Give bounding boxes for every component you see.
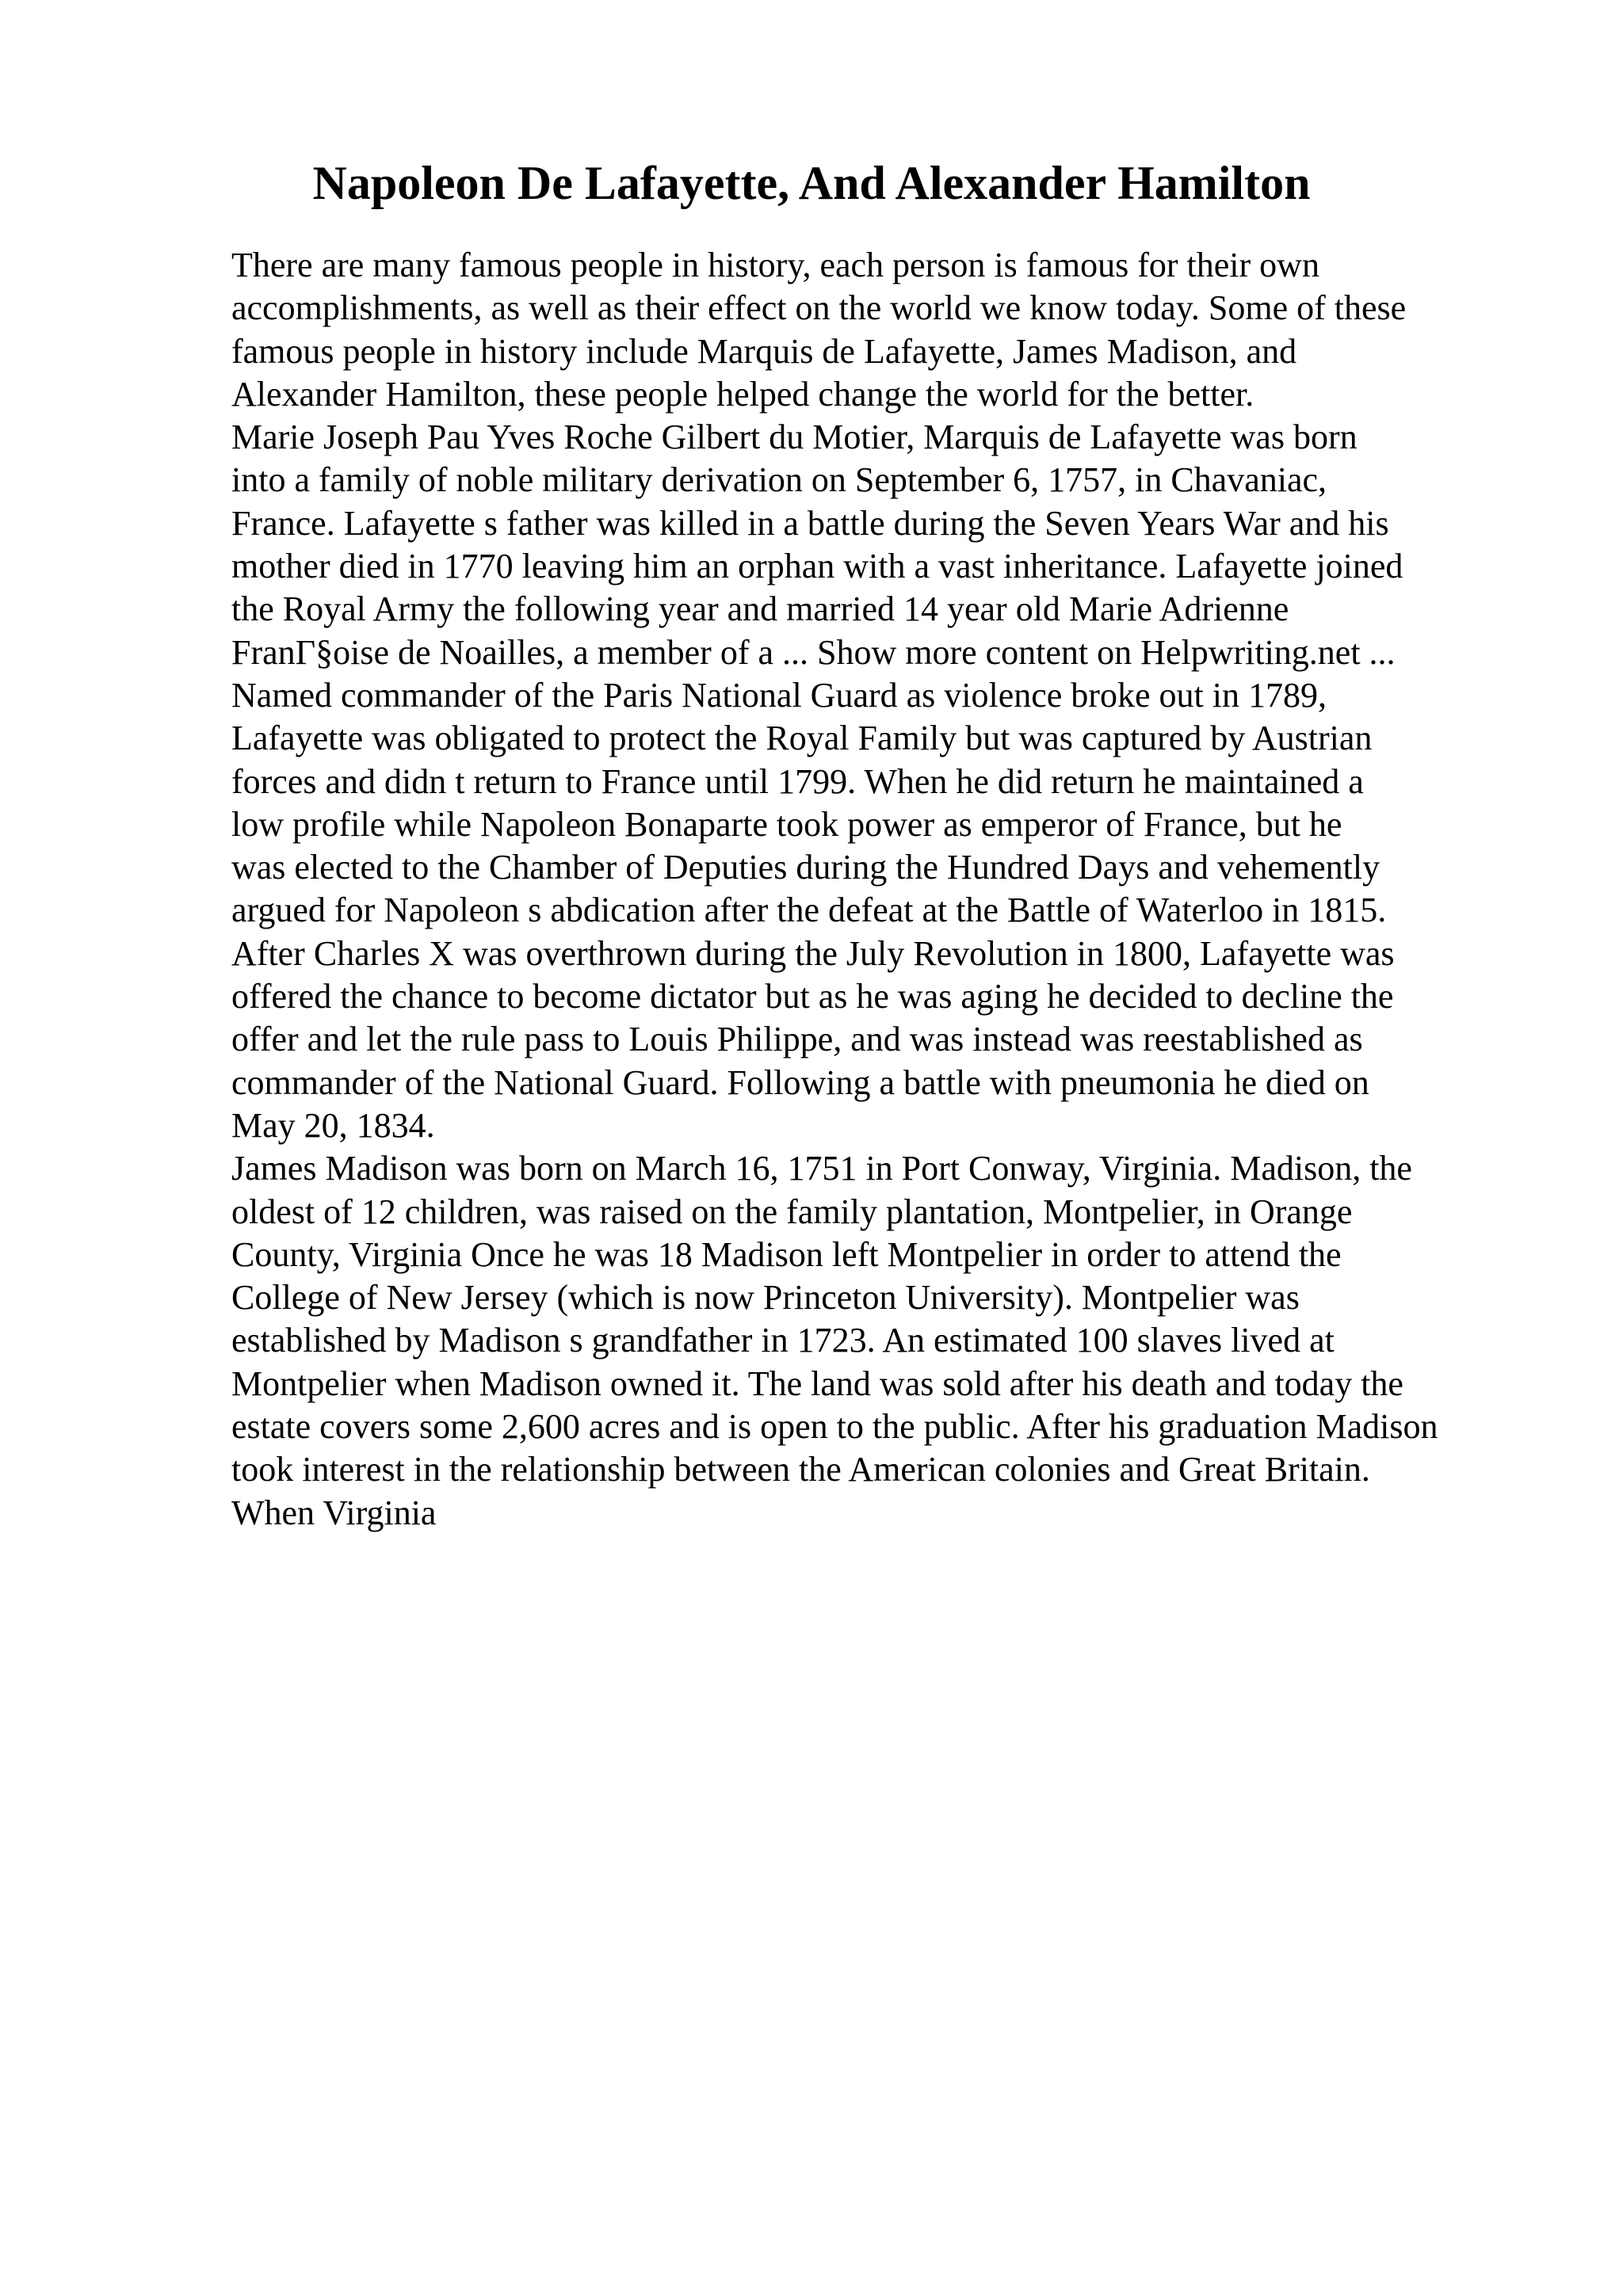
body-text-line: France. Lafayette s father was killed in a battle during the Seven Years War and his — [231, 503, 1389, 543]
body-text-line: Named commander of the Paris National Guard as violence broke out in 1789, — [231, 675, 1327, 715]
body-text-line: offered the chance to become dictator but as he was aging he decided to decline the — [231, 977, 1394, 1016]
body-text-line: FranΓ§oise de Noailles, a member of a ... Show more content on Helpwriting.net ... — [231, 632, 1396, 672]
body-text-line: estate covers some 2,600 acres and is open to the public. After his graduation Madison — [231, 1407, 1438, 1447]
body-text-line: established by Madison s grandfather in 1723. An estimated 100 slaves lived at — [231, 1321, 1335, 1360]
body-text-line: was elected to the Chamber of Deputies during the Hundred Days and vehemently — [231, 848, 1381, 887]
body-text-line: mother died in 1770 leaving him an orphan with a vast inheritance. Lafayette joined — [231, 547, 1403, 586]
body-text-line: After Charles X was overthrown during the July Revolution in 1800, Lafayette was — [231, 933, 1395, 973]
body-text-line: oldest of 12 children, was raised on the family plantation, Montpelier, in Orange — [231, 1192, 1353, 1231]
body-text-line: There are many famous people in history, each person is famous for their own — [231, 246, 1319, 284]
body-text-line: Lafayette was obligated to protect the Royal Family but was captured by Austrian — [231, 719, 1373, 758]
document-title: Napoleon De Lafayette, And Alexander Hamilton — [312, 157, 1311, 209]
body-text-line: commander of the National Guard. Following a battle with pneumonia he died on — [231, 1062, 1369, 1102]
body-text-line: famous people in history include Marquis de Lafayette, James Madison, and — [231, 331, 1297, 371]
body-text-line: College of New Jersey (which is now Princeton University). Montpelier was — [231, 1278, 1300, 1318]
body-text-line: into a family of noble military derivation on September 6, 1757, in Chavaniac, — [231, 460, 1327, 500]
body-text-line: May 20, 1834. — [231, 1105, 435, 1145]
body-text-line: the Royal Army the following year and married 14 year old Marie Adrienne — [231, 589, 1289, 629]
body-text-line: Marie Joseph Pau Yves Roche Gilbert du Motier, Marquis de Lafayette was born — [231, 418, 1358, 457]
body-text-line: Montpelier when Madison owned it. The land was sold after his death and today the — [231, 1363, 1403, 1403]
body-text-line: forces and didn t return to France until 1799. When he did return he maintained a — [231, 761, 1364, 801]
body-text-line: When Virginia — [231, 1493, 437, 1532]
body-text-line: James Madison was born on March 16, 1751 in Port Conway, Virginia. Madison, the — [231, 1149, 1412, 1188]
body-text-line: argued for Napoleon s abdication after the defeat at the Battle of Waterloo in 1815. — [231, 891, 1387, 930]
body-text-line: took interest in the relationship between the American colonies and Great Britain. — [231, 1450, 1370, 1489]
document-body — [231, 244, 1531, 1535]
body-text-line: County, Virginia Once he was 18 Madison left Montpelier in order to attend the — [231, 1234, 1342, 1274]
body-text-line: accomplishments, as well as their effect on the world we know today. Some of these — [231, 288, 1407, 328]
body-text-line: offer and let the rule pass to Louis Philippe, and was instead was reestablished as — [231, 1020, 1363, 1059]
body-text-line: low profile while Napoleon Bonaparte took power as emperor of France, but he — [231, 804, 1342, 844]
body-text-line: Alexander Hamilton, these people helped change the world for the better. — [231, 374, 1254, 414]
